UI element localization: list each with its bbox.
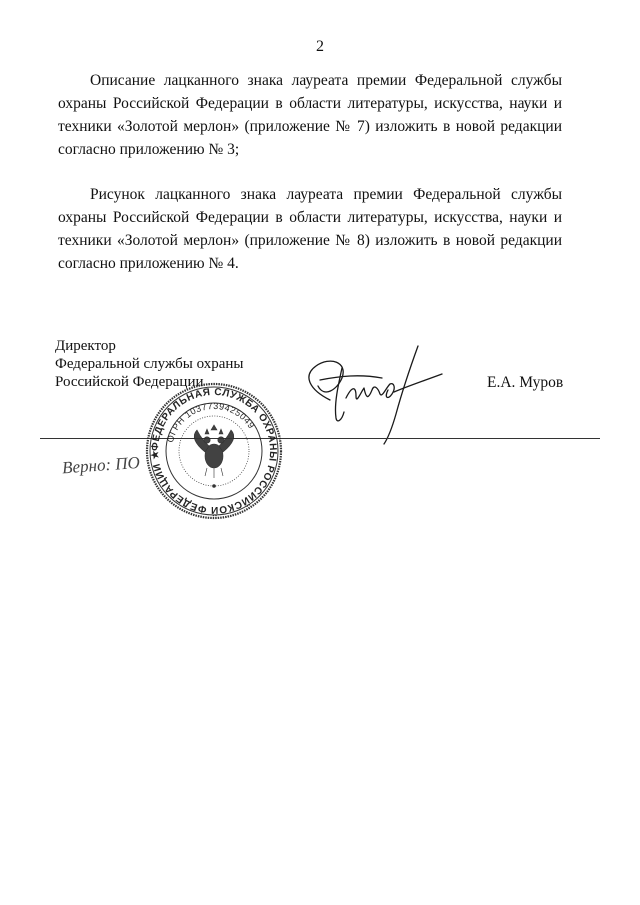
svg-text:ОГРН 1037739425049: ОГРН 1037739425049: [164, 400, 257, 444]
position-line-service: Федеральной службы охраны: [55, 356, 244, 372]
paragraph-lapel-badge-drawing: Рисунок лацканного знака лауреата премии Федеральной службы охраны Российской Федерации в области литературы, искусства, науки и техники «Золотой мерлон» (приложение № 8) изложить в новой редакции согласно приложению № 4.: [58, 186, 562, 272]
official-stamp-seal: [145, 382, 283, 520]
certification-text: Верно: ПО: [61, 452, 141, 478]
handwritten-signature: [290, 328, 450, 448]
paragraph-lapel-badge-description: Описание лацканного знака лауреата премии Федеральной службы охраны Российской Федерации в области литературы, искусства, науки и техники «Золотой мерлон» (приложение № 7) изложить в новой редакции согласно приложению № 3;: [58, 72, 562, 158]
signer-name: Е.А. Муров: [487, 374, 564, 391]
svg-text:ФЕДЕРАЛЬНАЯ СЛУЖБА ОХРАНЫ РОСС: ФЕДЕРАЛЬНАЯ СЛУЖБА ОХРАНЫ РОССИЙСКОЙ ФЕДЕРАЦИИ ★: [149, 386, 279, 516]
double-headed-eagle-icon: [194, 425, 234, 478]
page-number: 2: [316, 38, 324, 55]
separator-line: [40, 438, 600, 439]
position-line-title: Директор: [55, 338, 116, 354]
position-line-country: Российской Федерации: [55, 374, 204, 390]
